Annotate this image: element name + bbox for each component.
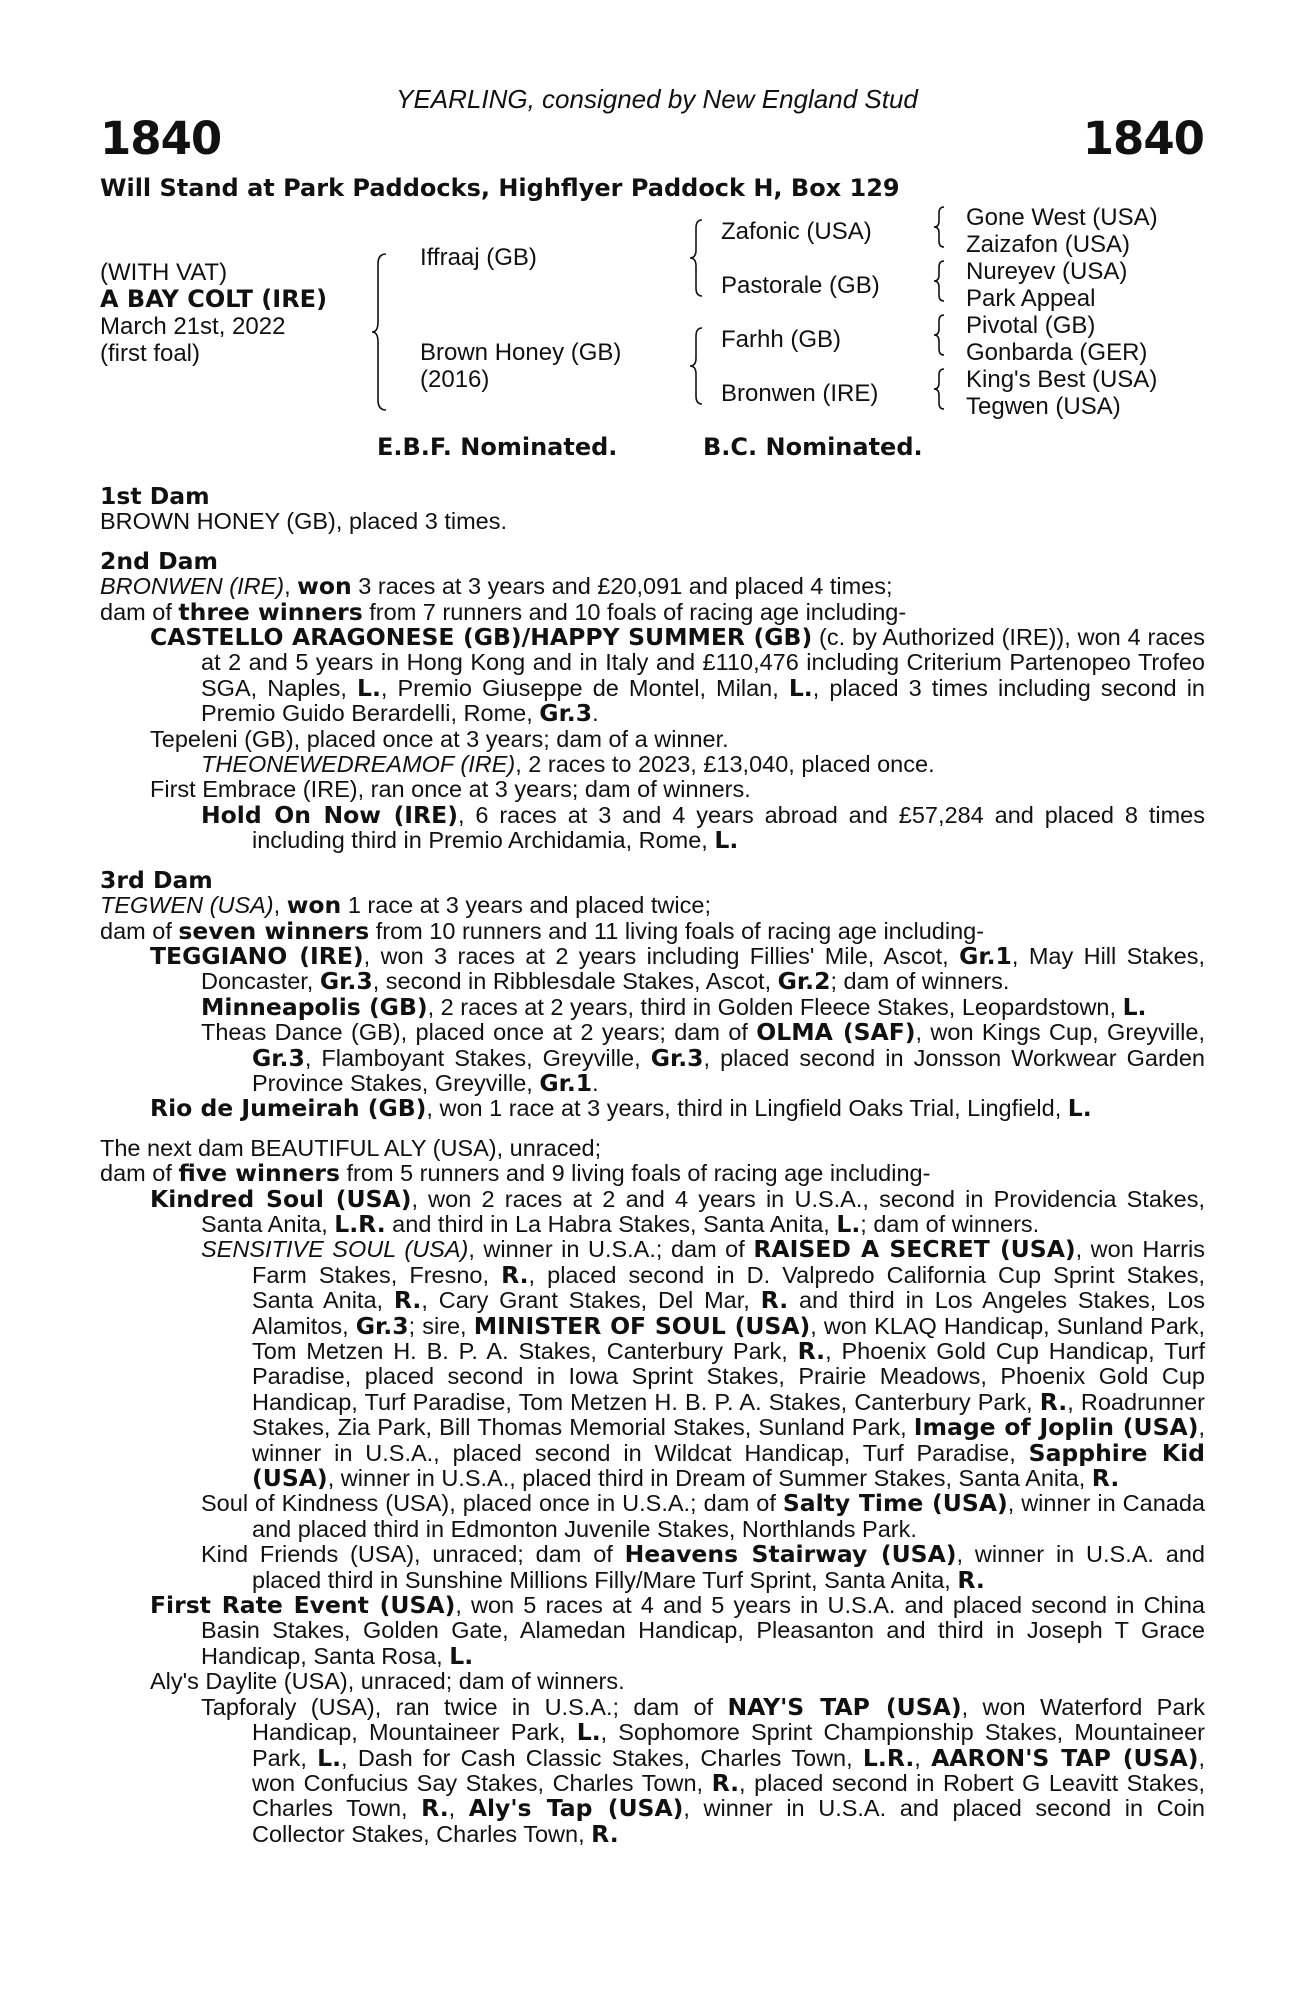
lot-number-left: 1840 bbox=[100, 112, 222, 165]
pedigree-g2: Zaizafon (USA) bbox=[966, 231, 1131, 258]
stand-location: Will Stand at Park Paddocks, Highflyer Paddock H, Box 129 bbox=[100, 174, 900, 202]
pedigree-brace-dam bbox=[690, 326, 706, 406]
pedigree-g3: Nureyev (USA) bbox=[966, 258, 1128, 285]
pedigree-g8: Tegwen (USA) bbox=[966, 393, 1121, 420]
next-dam-entry-kindred-soul: Kindred Soul (USA), won 2 races at 2 and 4 years in U.S.A., second in Providencia Stakes, Santa Anita, L.R. and third in La Habra Stakes, Santa Anita, L.; dam of winners. bbox=[150, 1184, 1205, 1238]
pedigree-brace-g4 bbox=[934, 367, 948, 411]
pedigree-brace-g1 bbox=[934, 205, 948, 249]
third-dam-produce-line: dam of seven winners from 10 runners and 11 living foals of racing age including- bbox=[100, 916, 985, 945]
pedigree-brace-g2 bbox=[934, 259, 948, 303]
second-dam-heading: 2nd Dam bbox=[100, 546, 218, 575]
pedigree-dam-year: (2016) bbox=[420, 366, 490, 393]
second-dam-entry-2a: THEONEWEDREAMOF (IRE), 2 races to 2023, £13,040, placed once. bbox=[201, 751, 935, 778]
next-dam-entry-sensitive-soul: SENSITIVE SOUL (USA), winner in U.S.A.; dam of RAISED A SECRET (USA), won Harris Farm Stakes, Fresno, R., placed second in D. Valpredo California Cup Sprint Stakes, Santa Anita, R., Cary Grant Stakes, Del Mar, R. and third in Los Angeles Stakes, Los Alamitos, Gr.3; sire, MINISTER OF SOUL (USA), won KLAQ Handicap, Sunland Park, Tom Metzen H. B. P. A. Stakes, Canterbury Park, R., Phoenix Gold Cup Handicap, Turf Paradise, placed second in Iowa Sprint Stakes, Prairie Meadows, Phoenix Gold Cup Handicap, Turf Paradise, Tom Metzen H. B. P. A. Stakes, Canterbury Park, R., Roadrunner Stakes, Zia Park, Bill Thomas Memorial Stakes, Sunland Park, Image of Joplin (USA), winner in U.S.A., placed second in Wildcat Handicap, Turf Paradise, Sapphire Kid (USA), winner in U.S.A., placed third in Dream of Summer Stakes, Santa Anita, R. bbox=[201, 1235, 1205, 1493]
pedigree-sire: Iffraaj (GB) bbox=[420, 244, 537, 271]
pedigree-brace-g3 bbox=[934, 313, 948, 357]
pedigree-g7: King's Best (USA) bbox=[966, 366, 1158, 393]
third-dam-entry-1a: Minneapolis (GB), 2 races at 2 years, third in Golden Fleece Stakes, Leopardstown, L. bbox=[201, 992, 1147, 1021]
vat-note: (WITH VAT) bbox=[100, 259, 228, 286]
third-dam-entry-2: Rio de Jumeirah (GB), won 1 race at 3 years, third in Lingfield Oaks Trial, Lingfield, L. bbox=[150, 1094, 1092, 1123]
first-dam-text: BROWN HONEY (GB), placed 3 times. bbox=[100, 508, 507, 535]
pedigree-dam-dam: Bronwen (IRE) bbox=[721, 380, 879, 407]
next-dam-entry-soul-of-kindness: Soul of Kindness (USA), placed once in U.S.A.; dam of Salty Time (USA), winner in Canada and placed third in Edmonton Juvenile Stakes, Northlands Park. bbox=[201, 1489, 1205, 1542]
second-dam-entry-1: CASTELLO ARAGONESE (GB)/HAPPY SUMMER (GB) (c. by Authorized (IRE)), won 4 races at 2 and 5 years in Hong Kong and in Italy and £110,476 including Criterium Partenopeo Trofeo SGA, Naples, L., Premio Giuseppe de Montel, Milan, L., placed 3 times including second in Premio Guido Berardelli, Rome, Gr.3. bbox=[150, 623, 1205, 728]
third-dam-heading: 3rd Dam bbox=[100, 865, 213, 894]
pedigree-sire-sire: Zafonic (USA) bbox=[721, 218, 872, 245]
second-dam-entry-2: Tepeleni (GB), placed once at 3 years; dam of a winner. bbox=[150, 725, 729, 752]
next-dam-line: The next dam BEAUTIFUL ALY (USA), unraced; bbox=[100, 1134, 602, 1161]
pedigree-dam: Brown Honey (GB) bbox=[420, 339, 622, 366]
produce-record bbox=[100, 484, 1205, 1847]
pedigree-brace-main bbox=[372, 252, 392, 412]
foal-note: (first foal) bbox=[100, 340, 201, 367]
consignor-line: YEARLING, consigned by New England Stud bbox=[396, 84, 918, 114]
next-dam-produce-line: dam of five winners from 5 runners and 9 living foals of racing age including- bbox=[100, 1159, 931, 1188]
next-dam-entry-alys-daylite: Aly's Daylite (USA), unraced; dam of winners. bbox=[150, 1668, 625, 1695]
pedigree-brace-sire bbox=[690, 218, 706, 298]
horse-name: A BAY COLT (IRE) bbox=[100, 285, 328, 313]
foaling-date: March 21st, 2022 bbox=[100, 313, 286, 340]
bc-nomination: B.C. Nominated. bbox=[703, 433, 923, 461]
pedigree-dam-sire: Farhh (GB) bbox=[721, 326, 842, 353]
second-dam-entry-3a: Hold On Now (IRE), 6 races at 3 and 4 years abroad and £57,284 and placed 8 times including third in Premio Archidamia, Rome, L. bbox=[201, 800, 1205, 855]
second-dam-produce-line: dam of three winners from 7 runners and 10 foals of racing age including- bbox=[100, 597, 907, 626]
first-dam-heading: 1st Dam bbox=[100, 482, 210, 510]
lot-number-right: 1840 bbox=[1082, 112, 1204, 165]
pedigree-sire-dam: Pastorale (GB) bbox=[721, 272, 880, 299]
second-dam-entry-3: First Embrace (IRE), ran once at 3 years; dam of winners. bbox=[150, 776, 751, 803]
third-dam-entry-1b: Theas Dance (GB), placed once at 2 years; dam of OLMA (SAF), won Kings Cup, Greyville, Gr.3, Flamboyant Stakes, Greyville, Gr.3, placed second in Jonsson Workwear Garden Province Stakes, Greyville, Gr.1. bbox=[201, 1018, 1205, 1097]
next-dam-entry-tapforaly: Tapforaly (USA), ran twice in U.S.A.; dam of NAY'S TAP (USA), won Waterford Park Handicap, Mountaineer Park, L., Sophomore Sprint Championship Stakes, Mountaineer Park, L., Dash for Cash Classic Stakes, Charles Town, L.R., AARON'S TAP (USA), won Confucius Say Stakes, Charles Town, R., placed second in Robert G Leavitt Stakes, Charles Town, R., Aly's Tap (USA), winner in U.S.A. and placed second in Coin Collector Stakes, Charles Town, R. bbox=[201, 1692, 1206, 1848]
pedigree-g6: Gonbarda (GER) bbox=[966, 339, 1148, 366]
ebf-nomination: E.B.F. Nominated. bbox=[377, 433, 618, 461]
pedigree-g4: Park Appeal bbox=[966, 285, 1096, 312]
pedigree-g5: Pivotal (GB) bbox=[966, 312, 1096, 339]
second-dam-line: BRONWEN (IRE), won 3 races at 3 years and £20,091 and placed 4 times; bbox=[100, 572, 893, 601]
third-dam-line: TEGWEN (USA), won 1 race at 3 years and placed twice; bbox=[100, 891, 711, 920]
next-dam-entry-first-rate-event: First Rate Event (USA), won 5 races at 4 and 5 years in U.S.A. and placed second in China Basin Stakes, Golden Gate, Alamedan Handicap, Pleasanton and third in Joseph T Grace Handicap, Santa Rosa, L. bbox=[150, 1591, 1205, 1670]
pedigree-g1: Gone West (USA) bbox=[966, 204, 1158, 231]
next-dam-entry-kind-friends: Kind Friends (USA), unraced; dam of Heavens Stairway (USA), winner in U.S.A. and placed third in Sunshine Millions Filly/Mare Turf Sprint, Santa Anita, R. bbox=[201, 1540, 1205, 1594]
third-dam-entry-1: TEGGIANO (IRE), won 3 races at 2 years including Fillies' Mile, Ascot, Gr.1, May Hill Stakes, Doncaster, Gr.3, second in Ribblesdale Stakes, Ascot, Gr.2; dam of winners. bbox=[150, 941, 1205, 996]
